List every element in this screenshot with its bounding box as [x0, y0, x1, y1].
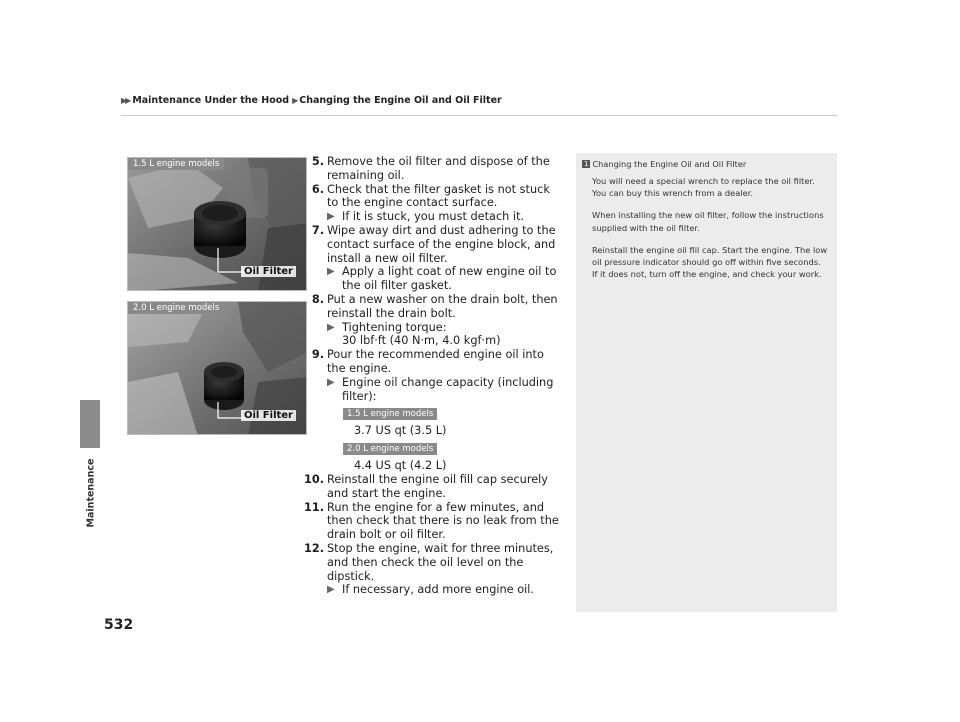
- page-number: 532: [104, 617, 134, 633]
- step-text: Remove the oil filter and dispose of the remaining oil.: [327, 155, 550, 182]
- section-tab-marker: [80, 400, 100, 448]
- engine-photo-2-0l: [127, 301, 307, 435]
- step-sub-text: Apply a light coat of new engine oil to the oil filter gasket.: [342, 265, 557, 293]
- step-8: [312, 293, 562, 348]
- oil-filter-2: [204, 362, 244, 410]
- note-paragraph: When installing the new oil filter, follow the instructions supplied with the oil filter.: [592, 210, 824, 233]
- step-text: Pour the recommended engine oil into the engine.: [327, 348, 544, 375]
- arrow-icon: ▶: [292, 96, 297, 105]
- step-sub-bullet: [327, 321, 562, 349]
- step-text: Run the engine for a few minutes, and then check that there is no leak from the drain bolt or oil filter.: [327, 500, 559, 542]
- step-text: Put a new washer on the drain bolt, then reinstall the drain bolt.: [327, 292, 558, 320]
- section-tab-label: [78, 458, 104, 528]
- step-11: [303, 500, 562, 542]
- step-sub-bullet: [327, 376, 562, 404]
- capacity-tag-2-0l: 2.0 L engine models: [343, 443, 437, 455]
- step-sub-bullet: [327, 265, 562, 293]
- step-number: 7.: [311, 223, 324, 237]
- step-12: [303, 541, 562, 597]
- step-number: 9.: [311, 348, 324, 362]
- step-sub-bullet: [327, 583, 562, 597]
- step-sub-text: Engine oil change capacity (including filter):: [342, 375, 554, 403]
- breadcrumb-level2[interactable]: Changing the Engine Oil and Oil Filter: [299, 95, 502, 106]
- step-sub-bullet: [327, 210, 562, 224]
- step-7: [312, 224, 562, 293]
- step-sub-text: Tightening torque:: [342, 320, 447, 334]
- section-tab-text: Maintenance: [85, 458, 97, 528]
- arrow-bullet-icon: ▶: [327, 584, 335, 596]
- arrow-bullet-icon: ▶: [327, 321, 335, 333]
- step-text: Reinstall the engine oil fill cap securely and start the engine.: [327, 472, 548, 500]
- oil-filter-label-1: Oil Filter: [241, 266, 296, 277]
- oil-filter-1: [194, 201, 246, 258]
- header-divider: [121, 115, 837, 116]
- oil-filter-label-2: Oil Filter: [241, 410, 296, 421]
- step-number: 11.: [303, 500, 324, 514]
- note-body: [592, 175, 828, 290]
- photo-tag-2-0l: 2.0 L engine models: [128, 302, 224, 314]
- double-arrow-icon: ▶▶: [121, 96, 130, 105]
- capacity-value-1-5l: 3.7 US qt (3.5 L): [354, 424, 447, 438]
- procedure-steps: [303, 155, 562, 597]
- capacity-value-2-0l: 4.4 US qt (4.2 L): [354, 459, 447, 473]
- step-sub-text: If it is stuck, you must detach it.: [342, 210, 525, 224]
- engine-photo-1-5l: [127, 157, 307, 291]
- step-5: [312, 155, 562, 183]
- breadcrumb-level1[interactable]: Maintenance Under the Hood: [132, 95, 290, 106]
- step-text: Check that the filter gasket is not stuck to the engine contact surface.: [327, 182, 550, 210]
- note-box: [576, 153, 837, 612]
- breadcrumb: [121, 95, 502, 106]
- step-6: [312, 183, 562, 224]
- note-index-badge: 1: [584, 160, 589, 168]
- photo-tag-1-5l: 1.5 L engine models: [128, 158, 224, 170]
- step-number: 6.: [311, 182, 324, 196]
- note-paragraph: Reinstall the engine oil fill cap. Start the engine. The low oil pressure indicator should go off within five seconds. If it does not, turn off the engine, and check your work.: [592, 244, 828, 280]
- note-title[interactable]: Changing the Engine Oil and Oil Filter: [592, 159, 747, 169]
- step-10: [303, 472, 562, 501]
- step-number: 12.: [303, 541, 324, 555]
- torque-value: 30 lbf·ft (40 N·m, 4.0 kgf·m): [342, 334, 501, 348]
- step-number: 10.: [303, 472, 324, 486]
- step-sub-text: If necessary, add more engine oil.: [342, 583, 534, 597]
- arrow-bullet-icon: ▶: [327, 211, 335, 223]
- step-text: Stop the engine, wait for three minutes, and then check the oil level on the dipstick.: [327, 541, 554, 583]
- arrow-bullet-icon: ▶: [327, 266, 335, 278]
- step-number: 8.: [311, 292, 324, 306]
- step-number: 5.: [311, 155, 324, 168]
- note-paragraph: You will need a special wrench to replace the oil filter. You can buy this wrench from a dealer.: [592, 176, 815, 199]
- capacity-tag-1-5l: 1.5 L engine models: [343, 408, 437, 420]
- note-header: [582, 159, 746, 169]
- step-text: Wipe away dirt and dust adhering to the contact surface of the engine block, and install a new oil filter.: [327, 223, 556, 265]
- step-9: [312, 348, 562, 473]
- arrow-bullet-icon: ▶: [327, 376, 335, 388]
